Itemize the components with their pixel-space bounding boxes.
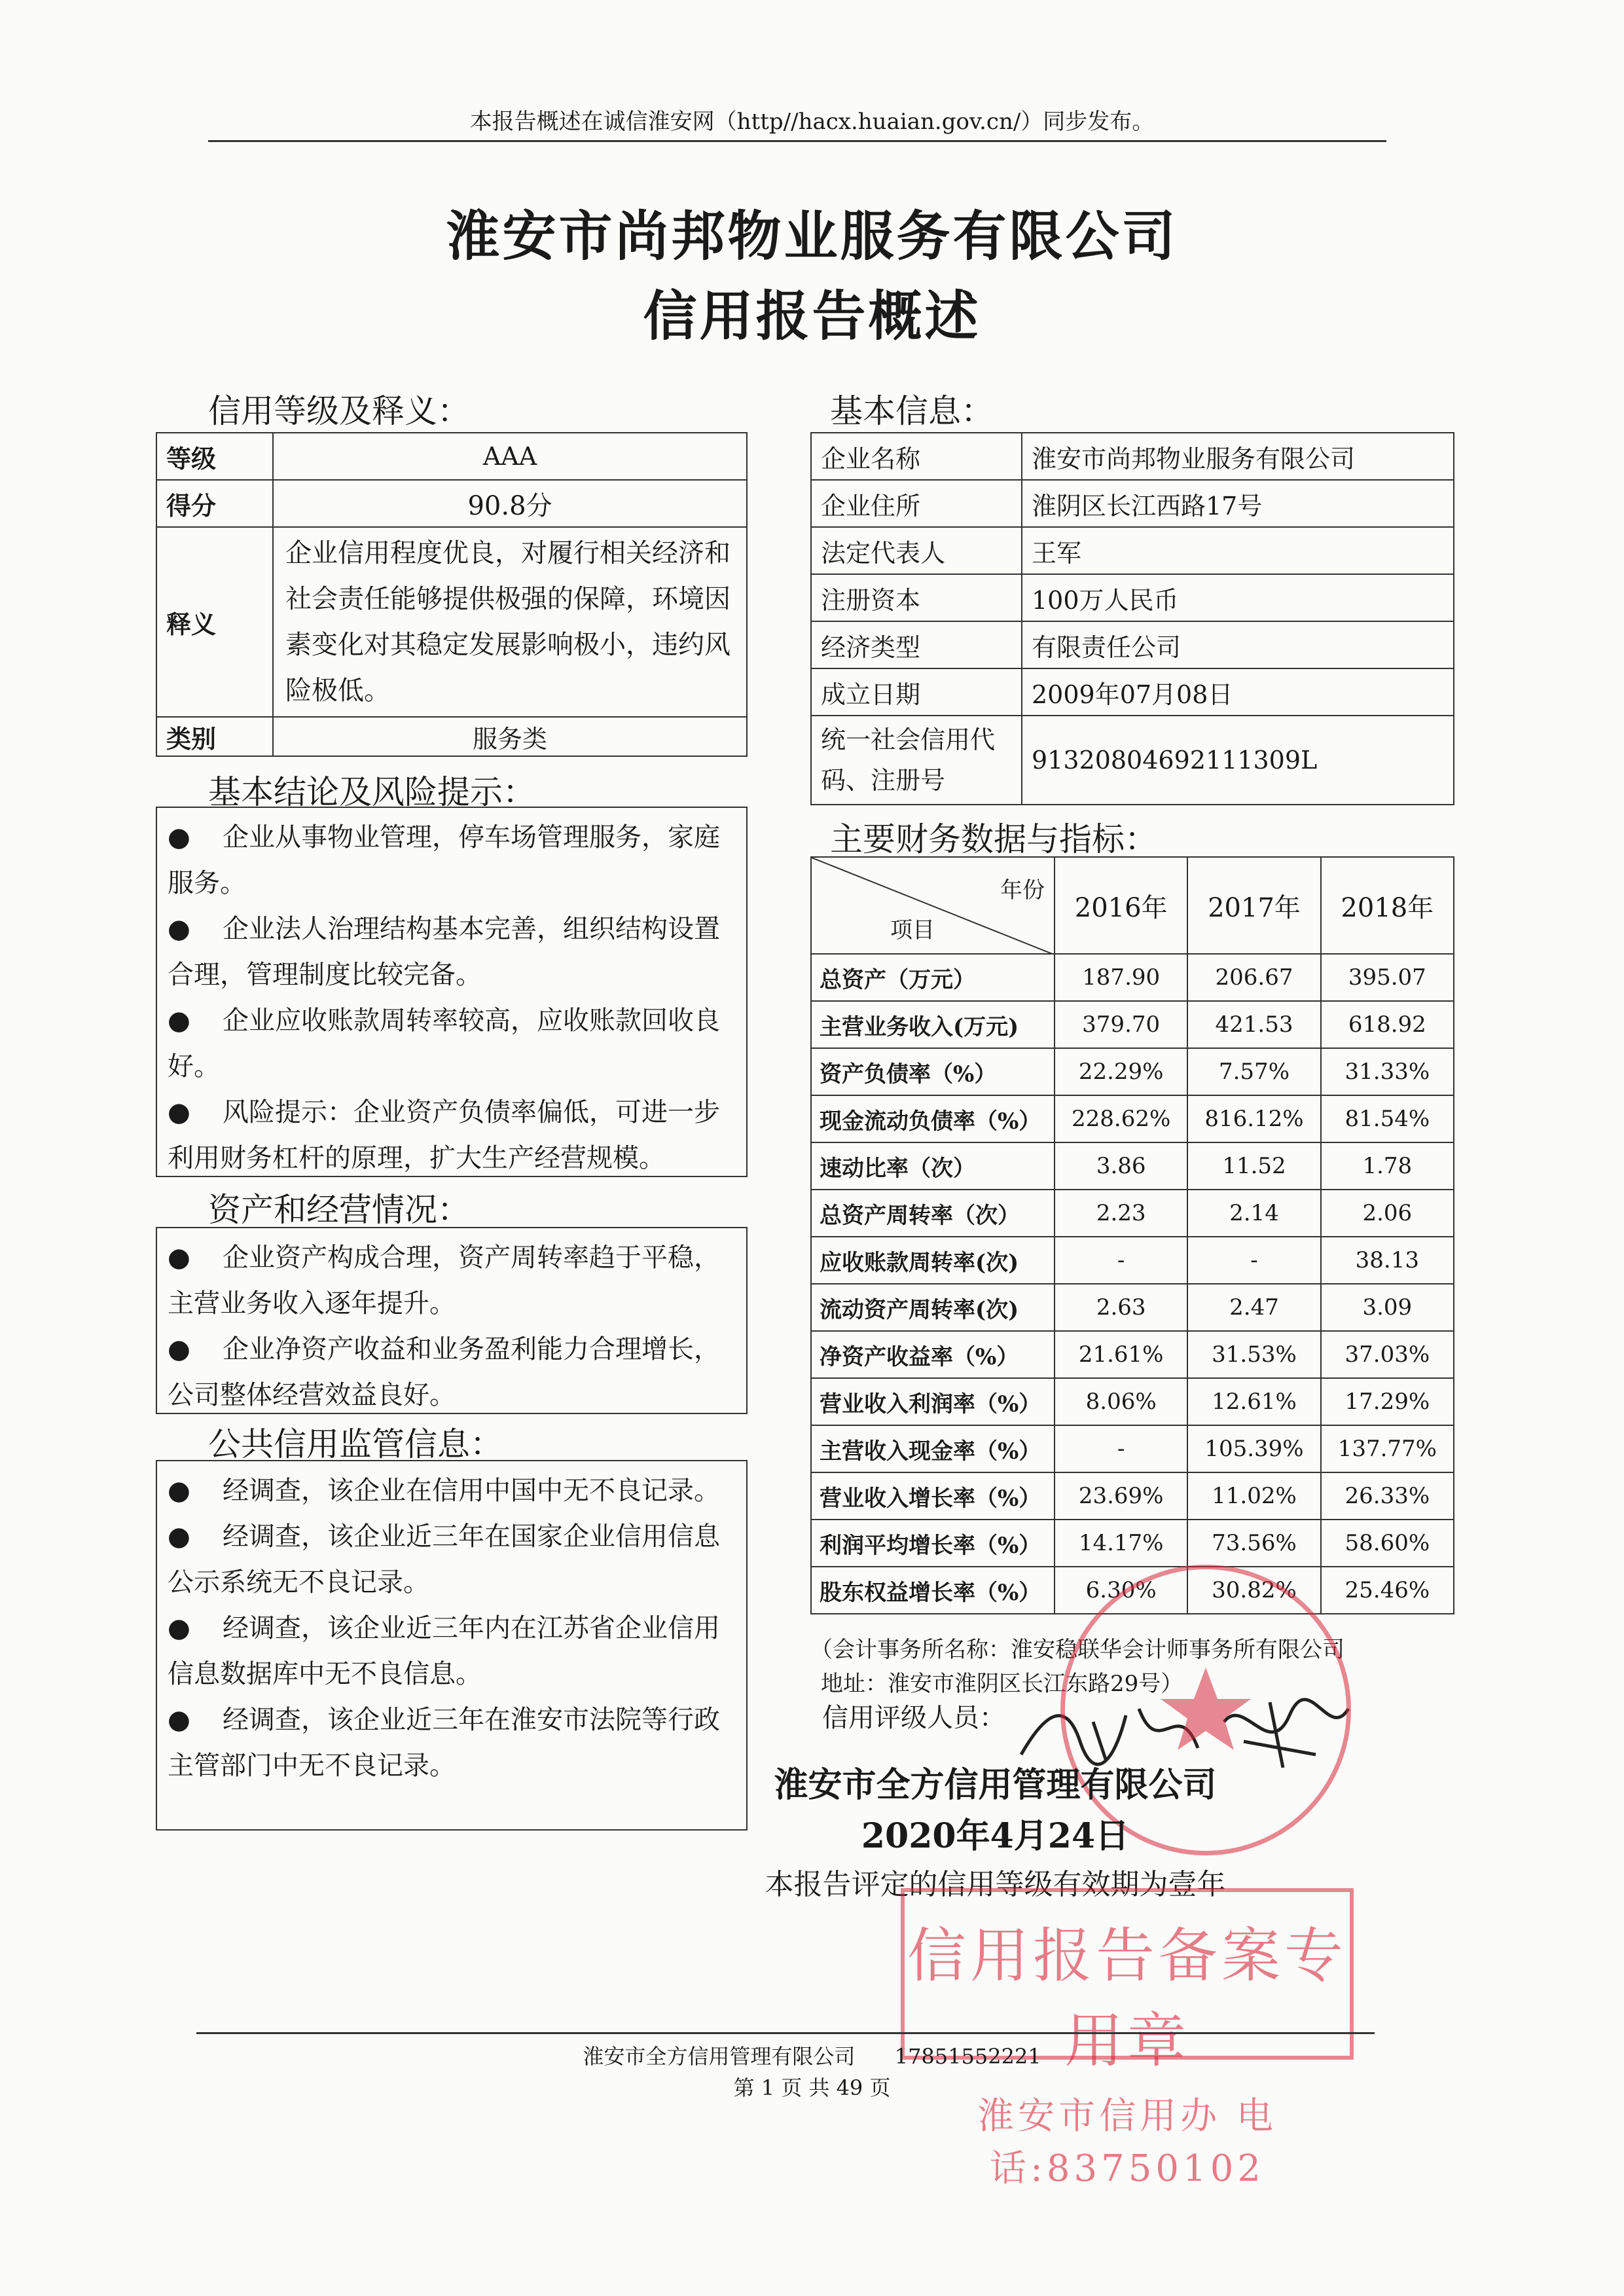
footer-phone: 17851552221 — [894, 2044, 1041, 2069]
basic-value: 有限责任公司 — [1022, 621, 1454, 668]
finance-value-cell: 618.92 — [1321, 1001, 1454, 1048]
conclusion-heading: 基本结论及风险提示： — [208, 773, 535, 811]
basic-label: 统一社会信用代码、注册号 — [811, 716, 1022, 805]
table-row — [811, 954, 1454, 1001]
finance-value-cell: 206.67 — [1187, 954, 1320, 1001]
finance-item-name: 资产负债率（%） — [811, 1048, 1055, 1095]
conclusion-box — [156, 807, 748, 1177]
asset-box — [156, 1227, 748, 1414]
finance-value-cell: 31.33% — [1321, 1048, 1454, 1095]
finance-value-cell: 25.46% — [1321, 1567, 1454, 1614]
finance-value-cell: 2.14 — [1187, 1190, 1320, 1237]
finance-value-cell: 37.03% — [1321, 1331, 1454, 1378]
basic-label: 法定代表人 — [811, 527, 1022, 574]
table-row — [811, 433, 1454, 480]
rating-heading: 信用等级及释义： — [208, 392, 470, 430]
issue-date: 2020年4月24日 — [861, 1816, 1130, 1856]
table-row — [811, 1095, 1454, 1142]
finance-item-name: 总资产周转率（次） — [811, 1190, 1055, 1237]
header-note: 本报告概述在诚信淮安网（http//hacx.huaian.gov.cn/）同步发布。 — [469, 109, 1155, 135]
rating-row — [156, 433, 747, 480]
basic-heading: 基本信息： — [830, 392, 994, 430]
rating-level-value: AAA — [273, 433, 747, 480]
finance-value-cell: 81.54% — [1321, 1095, 1454, 1142]
rating-meaning-value: 企业信用程度优良，对履行相关经济和社会责任能够提供极强的保障，环境因素变化对其稳定发展影响极小，违约风险极低。 — [273, 527, 747, 717]
year-header: 2016年 — [1055, 857, 1187, 954]
basic-value: 王军 — [1022, 527, 1454, 574]
table-row — [811, 1520, 1454, 1567]
finance-value-cell: 379.70 — [1055, 1001, 1187, 1048]
table-row — [811, 1284, 1454, 1331]
corner-year-label: 年份 — [1000, 877, 1045, 903]
finance-value-cell: 23.69% — [1055, 1472, 1187, 1520]
table-row — [811, 1331, 1454, 1378]
finance-value-cell: 11.52 — [1187, 1142, 1320, 1190]
rating-score-value: 90.8分 — [273, 480, 747, 527]
finance-value-cell: 1.78 — [1321, 1142, 1454, 1190]
finance-item-name: 总资产（万元） — [811, 954, 1055, 1001]
table-row — [811, 857, 1454, 954]
finance-table — [810, 856, 1454, 1614]
finance-item-name: 主营业务收入(万元) — [811, 1001, 1055, 1048]
list-item: ● 企业应收账款周转率较高，应收账款回收良好。 — [168, 1006, 720, 1082]
basic-label: 注册资本 — [811, 574, 1022, 621]
validity-note: 本报告评定的信用等级有效期为壹年 — [765, 1868, 1226, 1901]
table-row — [811, 574, 1454, 621]
table-row — [811, 1001, 1454, 1048]
corner-item-label: 项目 — [890, 917, 935, 943]
finance-value-cell: 58.60% — [1321, 1520, 1454, 1567]
finance-value-cell: 395.07 — [1321, 954, 1454, 1001]
finance-item-name: 股东权益增长率（%） — [811, 1567, 1055, 1614]
basic-info-table — [810, 432, 1454, 805]
finance-item-name: 净资产收益率（%） — [811, 1331, 1055, 1378]
list-item: ● 经调查，该企业近三年在国家企业信用信息公示系统无不良记录。 — [168, 1522, 720, 1597]
page-number: 第 1 页 共 49 页 — [733, 2075, 891, 2100]
table-row — [811, 480, 1454, 527]
finance-value-cell: 26.33% — [1321, 1472, 1454, 1520]
finance-value-cell: 8.06% — [1055, 1378, 1187, 1425]
table-row — [811, 621, 1454, 668]
finance-value-cell: 105.39% — [1187, 1425, 1320, 1472]
filing-stamp-text: 信用报告备案专用章 — [907, 1922, 1347, 2075]
finance-item-name: 速动比率（次） — [811, 1142, 1055, 1190]
finance-value-cell: 2.23 — [1055, 1190, 1187, 1237]
finance-value-cell: 228.62% — [1055, 1095, 1187, 1142]
finance-value-cell: 2.63 — [1055, 1284, 1187, 1331]
finance-value-cell: 31.53% — [1187, 1331, 1320, 1378]
finance-value-cell: 30.82% — [1187, 1567, 1320, 1614]
finance-value-cell: - — [1055, 1237, 1187, 1284]
list-item: ● 经调查，该企业近三年在淮安市法院等行政主管部门中无不良记录。 — [168, 1705, 720, 1781]
table-row — [811, 668, 1454, 716]
accounting-firm: （会计事务所名称：淮安稳联华会计师事务所有限公司 — [810, 1637, 1344, 1663]
finance-item-name: 营业收入增长率（%） — [811, 1472, 1055, 1520]
finance-heading: 主要财务数据与指标： — [830, 820, 1157, 858]
finance-value-cell: 3.86 — [1055, 1142, 1187, 1190]
rating-category-value: 服务类 — [273, 717, 747, 756]
year-header: 2018年 — [1321, 857, 1454, 954]
rating-level-label: 等级 — [156, 433, 273, 480]
finance-value-cell: 21.61% — [1055, 1331, 1187, 1378]
table-row — [811, 1190, 1454, 1237]
table-row — [811, 527, 1454, 574]
basic-value: 淮阴区长江西路17号 — [1022, 480, 1454, 527]
finance-item-name: 应收账款周转率(次) — [811, 1237, 1055, 1284]
finance-value-cell: 11.02% — [1187, 1472, 1320, 1520]
report-title-line2: 信用报告概述 — [643, 285, 981, 348]
finance-value-cell: 22.29% — [1055, 1048, 1187, 1095]
rating-score-label: 得分 — [156, 480, 273, 527]
public-heading: 公共信用监管信息： — [208, 1425, 503, 1463]
finance-item-name: 主营收入现金率（%） — [811, 1425, 1055, 1472]
list-item: ● 风险提示：企业资产负债率偏低，可进一步利用财务杠杆的原理，扩大生产经营规模。 — [168, 1097, 720, 1173]
finance-item-name: 流动资产周转率(次) — [811, 1284, 1055, 1331]
rater-label: 信用评级人员： — [822, 1703, 1005, 1733]
list-item: ● 经调查，该企业在信用中国中无不良记录。 — [168, 1476, 720, 1506]
basic-label: 企业住所 — [811, 480, 1022, 527]
finance-value-cell: 137.77% — [1321, 1425, 1454, 1472]
finance-value-cell: 816.12% — [1187, 1095, 1320, 1142]
table-row — [811, 1048, 1454, 1095]
rating-meaning-label: 释义 — [156, 527, 273, 717]
basic-label: 企业名称 — [811, 433, 1022, 480]
finance-value-cell: 187.90 — [1055, 954, 1187, 1001]
finance-body — [811, 954, 1454, 1614]
rating-row — [156, 717, 747, 756]
rating-row — [156, 480, 747, 527]
finance-value-cell: 2.06 — [1321, 1190, 1454, 1237]
finance-value-cell: 17.29% — [1321, 1378, 1454, 1425]
finance-value-cell: 38.13 — [1321, 1237, 1454, 1284]
table-row — [811, 1378, 1454, 1425]
list-item: ● 企业从事物业管理，停车场管理服务，家庭服务。 — [168, 822, 720, 898]
table-row — [811, 716, 1454, 805]
footer-rule — [196, 2032, 1375, 2034]
finance-value-cell: 12.61% — [1187, 1378, 1320, 1425]
report-title-line1: 淮安市尚邦物业服务有限公司 — [446, 205, 1178, 268]
footer-line — [0, 2040, 1624, 2070]
accounting-address: 地址：淮安市淮阴区长江东路29号） — [821, 1671, 1183, 1697]
header-rule — [208, 140, 1386, 142]
list-item: ● 企业法人治理结构基本完善，组织结构设置合理，管理制度比较完备。 — [168, 914, 720, 990]
rating-row — [156, 527, 747, 717]
finance-value-cell: - — [1055, 1425, 1187, 1472]
issuer-name: 淮安市全方信用管理有限公司 — [774, 1765, 1217, 1805]
finance-value-cell: 7.57% — [1187, 1048, 1320, 1095]
finance-value-cell: - — [1187, 1237, 1320, 1284]
finance-value-cell: 14.17% — [1055, 1520, 1187, 1567]
list-item: ● 企业净资产收益和业务盈利能力合理增长，公司整体经营效益良好。 — [168, 1334, 720, 1410]
basic-label: 经济类型 — [811, 621, 1022, 668]
finance-item-name: 现金流动负债率（%） — [811, 1095, 1055, 1142]
rating-table — [156, 432, 748, 757]
finance-value-cell: 3.09 — [1321, 1284, 1454, 1331]
basic-value: 2009年07月08日 — [1022, 668, 1454, 716]
finance-value-cell: 2.47 — [1187, 1284, 1320, 1331]
finance-value-cell: 6.30% — [1055, 1567, 1187, 1614]
finance-value-cell: 73.56% — [1187, 1520, 1320, 1567]
filing-stamp-subtext: 淮安市信用办 电话:83750102 — [977, 2095, 1277, 2190]
finance-item-name: 营业收入利润率（%） — [811, 1378, 1055, 1425]
table-row — [811, 1425, 1454, 1472]
basic-value: 100万人民币 — [1022, 574, 1454, 621]
finance-item-name: 利润平均增长率（%） — [811, 1520, 1055, 1567]
basic-value: 淮安市尚邦物业服务有限公司 — [1022, 433, 1454, 480]
finance-value-cell: 421.53 — [1187, 1001, 1320, 1048]
basic-value: 91320804692111309L — [1022, 716, 1454, 805]
year-header: 2017年 — [1187, 857, 1320, 954]
footer-company: 淮安市全方信用管理有限公司 — [583, 2044, 856, 2069]
table-row — [811, 1142, 1454, 1190]
table-row — [811, 1472, 1454, 1520]
basic-label: 成立日期 — [811, 668, 1022, 716]
asset-heading: 资产和经营情况： — [208, 1191, 470, 1229]
finance-corner-cell — [811, 857, 1055, 954]
table-row — [811, 1237, 1454, 1284]
list-item: ● 经调查，该企业近三年内在江苏省企业信用信息数据库中无不良信息。 — [168, 1613, 720, 1689]
rating-category-label: 类别 — [156, 717, 273, 756]
list-item: ● 企业资产构成合理，资产周转率趋于平稳，主营业务收入逐年提升。 — [168, 1243, 720, 1319]
